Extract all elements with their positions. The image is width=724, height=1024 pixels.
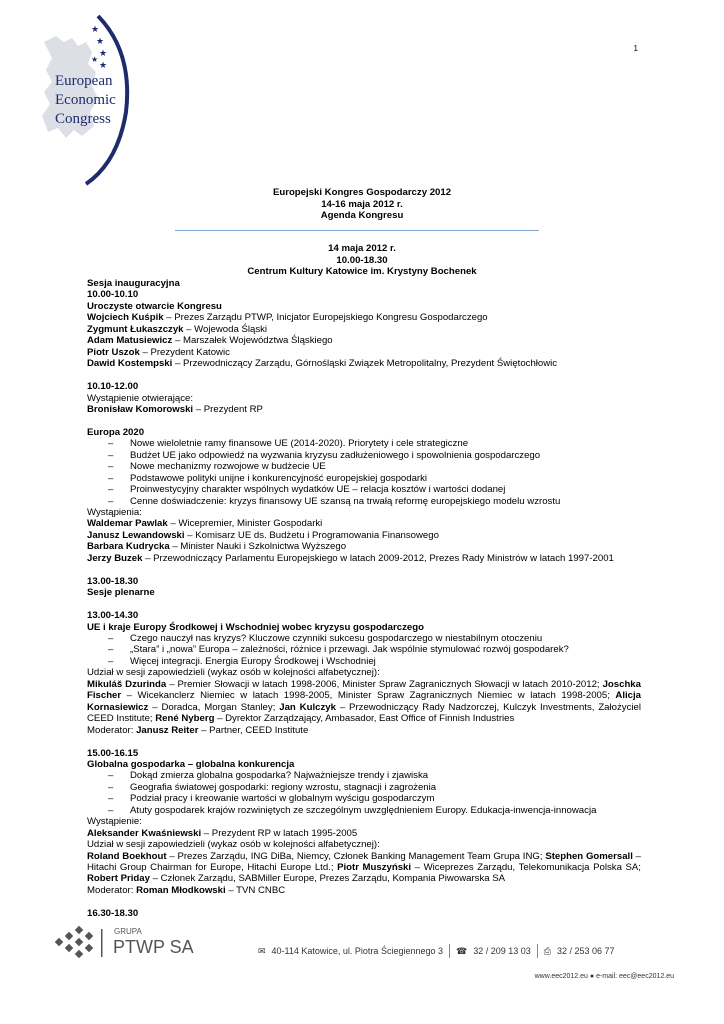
participant-name: Piotr Muszyński <box>337 862 412 874</box>
svg-text:★: ★ <box>91 24 100 34</box>
participant-name: Mikuláš Dzurinda <box>87 678 167 690</box>
speaker-line <box>87 530 641 541</box>
session-label: Udział w sesji zapowiedzieli (wykaz osób w kolejności alfabetycznej): <box>87 667 380 679</box>
speaker-line <box>87 335 641 346</box>
header-divider <box>175 230 539 231</box>
moderator-name: Roman Młodkowski <box>136 884 226 896</box>
footer-divider <box>449 944 450 958</box>
participant-role: – Wiceprezes Zarządu, Telekomunikacja Polska SA; <box>411 862 641 874</box>
event-time: 10.00-18.30 <box>336 254 388 266</box>
topic-bullet: – „Stara” i „nowa” Europa – zależności, różnice i przewagi. Jak wspólnie stymulować rozwój gospodarek? <box>87 644 641 655</box>
moderator-role: – TVN CNBC <box>225 884 286 896</box>
event-venue: Centrum Kultury Katowice im. Krystyny Bochenek <box>247 266 477 277</box>
footer-contact <box>258 944 674 958</box>
topic-bullet: – Nowe mechanizmy rozwojowe w budżecie UE <box>87 461 641 472</box>
session-title: Sesje plenarne <box>87 587 155 599</box>
svg-text:★: ★ <box>96 36 105 46</box>
topic-bullet: – Atuty gospodarek krajów rozwiniętych ze szczególnym uwzględnieniem Europy. Edukacja-inwencja-innowacja <box>87 805 641 816</box>
moderator-label: Moderator: <box>87 884 137 896</box>
speaker-name: Janusz Lewandowski <box>87 529 185 541</box>
footer-group: GRUPA <box>114 927 142 936</box>
speaker-role: – Wojewoda Śląski <box>183 323 268 335</box>
participants-paragraph <box>87 851 641 885</box>
speaker-line <box>87 358 641 369</box>
moderator-name: Janusz Reiter <box>136 724 199 736</box>
participant-role: – Wicekanclerz Niemiec w latach 1998-2005, Minister Spraw Zagranicznych Niemiec w latach 1998-2005; <box>121 690 616 702</box>
topic-bullet: – Budżet UE jako odpowiedź na wyzwania kryzysu zadłużeniowego i spowolnienia gospodarczego <box>87 450 641 461</box>
speaker-role: – Prezydent Katowic <box>139 346 230 358</box>
moderator-role: – Partner, CEED Institute <box>198 724 309 736</box>
session-title: Europa 2020 <box>87 426 145 438</box>
participant-role: – Doradca, Morgan Stanley; <box>148 701 280 713</box>
topic-bullet: – Nowe wieloletnie ramy finansowe UE (2014-2020). Priorytety i cele strategiczne <box>87 438 641 449</box>
speaker-name: Waldemar Pawlak <box>87 518 168 530</box>
speaker-role: – Przewodniczący Zarządu, Górnośląski Związek Metropolitalny, Prezydent Świętochłowic <box>172 358 558 370</box>
moderator-line <box>87 725 641 736</box>
ptwp-logo <box>54 925 234 966</box>
bullet-icon: ● <box>589 973 597 980</box>
speaker-line <box>87 324 641 335</box>
svg-text:★: ★ <box>91 55 99 64</box>
topic-bullet: – Geografia światowej gospodarki: regiony wzrostu, stagnacji i zagrożenia <box>87 782 641 793</box>
speaker-name: Aleksander Kwaśniewski <box>87 827 202 839</box>
session-label: Udział w sesji zapowiedzieli (wykaz osób w kolejności alfabetycznej): <box>87 839 380 851</box>
speaker-line <box>87 553 641 564</box>
session-time: 13.00-18.30 <box>87 575 139 587</box>
moderator-label: Moderator: <box>87 724 137 736</box>
speaker-name: Jerzy Buzek <box>87 552 143 564</box>
topic-bullet: – Proinwestycyjny charakter wspólnych wydatków UE – relacja kosztów i wartości dodanej <box>87 484 641 495</box>
document-title: Europejski Kongres Gospodarczy 2012 <box>272 187 452 198</box>
footer-email[interactable]: e-mail: eec@eec2012.eu <box>596 973 674 980</box>
footer-fax: 32 / 253 06 77 <box>556 946 615 956</box>
speaker-line <box>87 828 641 839</box>
fax-icon: ⎙ <box>543 945 551 956</box>
participant-role: – Dyrektor Zarządzający, Ambasador, East Office of Finnish Industries <box>214 713 515 725</box>
speaker-role: – Komisarz UE ds. Budżetu i Programowania Finansowego <box>184 529 439 541</box>
speaker-name: Wojciech Kuśpik <box>87 312 164 324</box>
session-label: Wystąpienie: <box>87 816 142 828</box>
participant-role: – Członek Zarządu, SABMiller Europe, Prezes Zarządu, Kompania Piwowarska SA <box>149 873 506 885</box>
document-subtitle: Agenda Kongresu <box>320 210 404 221</box>
footer-web <box>535 973 674 980</box>
document-header <box>0 187 724 222</box>
footer-brand: PTWP SA <box>113 937 194 957</box>
session-title: UE i kraje Europy Środkowej i Wschodniej wobec kryzysu gospodarczego <box>87 621 424 633</box>
moderator-line <box>87 885 641 896</box>
svg-text:★: ★ <box>99 48 108 58</box>
session-time: 10.10-12.00 <box>87 381 139 393</box>
session-label: Wystąpienia: <box>87 507 142 519</box>
agenda-content <box>87 278 641 919</box>
participant-role: – Premier Słowacji w latach 1998-2006, Minister Spraw Zagranicznych Słowacji w latach 2010-2012; <box>166 678 603 690</box>
logo-line-2: Economic <box>55 92 116 108</box>
participant-name: Robert Priday <box>87 873 150 885</box>
participant-name: Alicja Kornasiewicz <box>87 690 641 713</box>
speaker-line <box>87 541 641 552</box>
participant-name: Jan Kulczyk <box>279 701 336 713</box>
european-economic-congress-logo <box>38 12 138 187</box>
logo-line-1: European <box>55 73 113 89</box>
topic-bullet: – Dokąd zmierza globalna gospodarka? Najważniejsze trendy i zjawiska <box>87 770 641 781</box>
participant-name: Joschka Fischer <box>87 678 641 702</box>
topic-bullet: – Więcej integracji. Energia Europy Środkowej i Wschodniej <box>87 656 641 667</box>
speaker-line <box>87 518 641 529</box>
topic-bullet: – Podział pracy i kreowanie wartości w globalnym wyścigu gospodarczym <box>87 793 641 804</box>
svg-text:★: ★ <box>99 60 108 70</box>
speaker-role: – Prezydent RP <box>193 403 263 415</box>
speaker-line <box>87 312 641 323</box>
session-label: Wystąpienie otwierające: <box>87 392 194 404</box>
event-date: 14 maja 2012 r. <box>328 243 396 254</box>
speaker-name: Bronisław Komorowski <box>87 403 194 415</box>
page-number: 1 <box>633 44 638 53</box>
event-header <box>0 243 724 278</box>
session-subtitle: Uroczyste otwarcie Kongresu <box>87 300 222 312</box>
speaker-role: – Przewodniczący Parlamentu Europejskiego w latach 2009-2012, Prezes Rady Ministrów w latach 1997-2001 <box>142 552 614 564</box>
speaker-name: Dawid Kostempski <box>87 358 173 370</box>
participant-role: – Przewodniczący Rady Nadzorczej, Kulczyk Investments, Założyciel CEED Institute; <box>87 701 641 725</box>
session-time: 15.00-16.15 <box>87 747 139 759</box>
session-time: 16.30-18.30 <box>87 907 139 919</box>
participant-role: – Prezes Zarządu, ING DiBa, Niemcy, Członek Banking Management Team Grupa ING; <box>166 850 546 862</box>
participant-role: – Hitachi Group Chairman for Europe, Hitachi Europe Ltd.; <box>87 850 641 874</box>
topic-bullet: – Podstawowe polityki unijne i konkurencyjność europejskiej gospodarki <box>87 473 641 484</box>
speaker-role: – Minister Nauki i Szkolnictwa Wyższego <box>169 541 347 553</box>
footer-phone: 32 / 209 13 03 <box>473 946 531 956</box>
participant-name: Stephen Gomersall <box>545 850 633 862</box>
session-title: Globalna gospodarka – globalna konkurencja <box>87 758 295 770</box>
logo-line-3: Congress <box>55 111 111 127</box>
participant-name: Roland Boekhout <box>87 850 167 862</box>
speaker-name: Piotr Uszok <box>87 346 140 358</box>
speaker-name: Barbara Kudrycka <box>87 541 170 553</box>
topic-bullet: – Czego nauczył nas kryzys? Kluczowe czynniki sukcesu gospodarczego w niestabilnym otoczeniu <box>87 633 641 644</box>
speaker-role: – Prezydent RP w latach 1995-2005 <box>201 827 358 839</box>
session-time: 10.00-10.10 <box>87 289 139 301</box>
speaker-role: – Prezes Zarządu PTWP, Inicjator Europejskiego Kongresu Gospodarczego <box>163 312 488 324</box>
speaker-role: – Wicepremier, Minister Gospodarki <box>167 518 323 530</box>
speaker-line <box>87 347 641 358</box>
session-time: 13.00-14.30 <box>87 610 139 622</box>
footer-website[interactable]: www.eec2012.eu <box>534 973 588 980</box>
topic-bullet: – Cenne doświadczenie: kryzys finansowy UE szansą na trwałą reformę europejskiego modelu wzrostu <box>87 496 641 507</box>
address-icon: ✉ <box>258 945 266 956</box>
participant-name: René Nyberg <box>155 713 215 725</box>
speaker-name: Zygmunt Łukaszczyk <box>87 323 184 335</box>
participants-paragraph <box>87 679 641 725</box>
footer-divider <box>537 944 538 958</box>
document-dates: 14-16 maja 2012 r. <box>321 198 403 210</box>
speaker-role: – Marszałek Województwa Śląskiego <box>172 335 333 347</box>
footer-address: 40-114 Katowice, ul. Piotra Ściegiennego 3 <box>271 946 443 956</box>
speaker-line <box>87 404 641 415</box>
speaker-name: Adam Matusiewicz <box>87 335 173 347</box>
session-title: Sesja inauguracyjna <box>87 278 180 289</box>
phone-icon: ☎ <box>456 945 468 956</box>
